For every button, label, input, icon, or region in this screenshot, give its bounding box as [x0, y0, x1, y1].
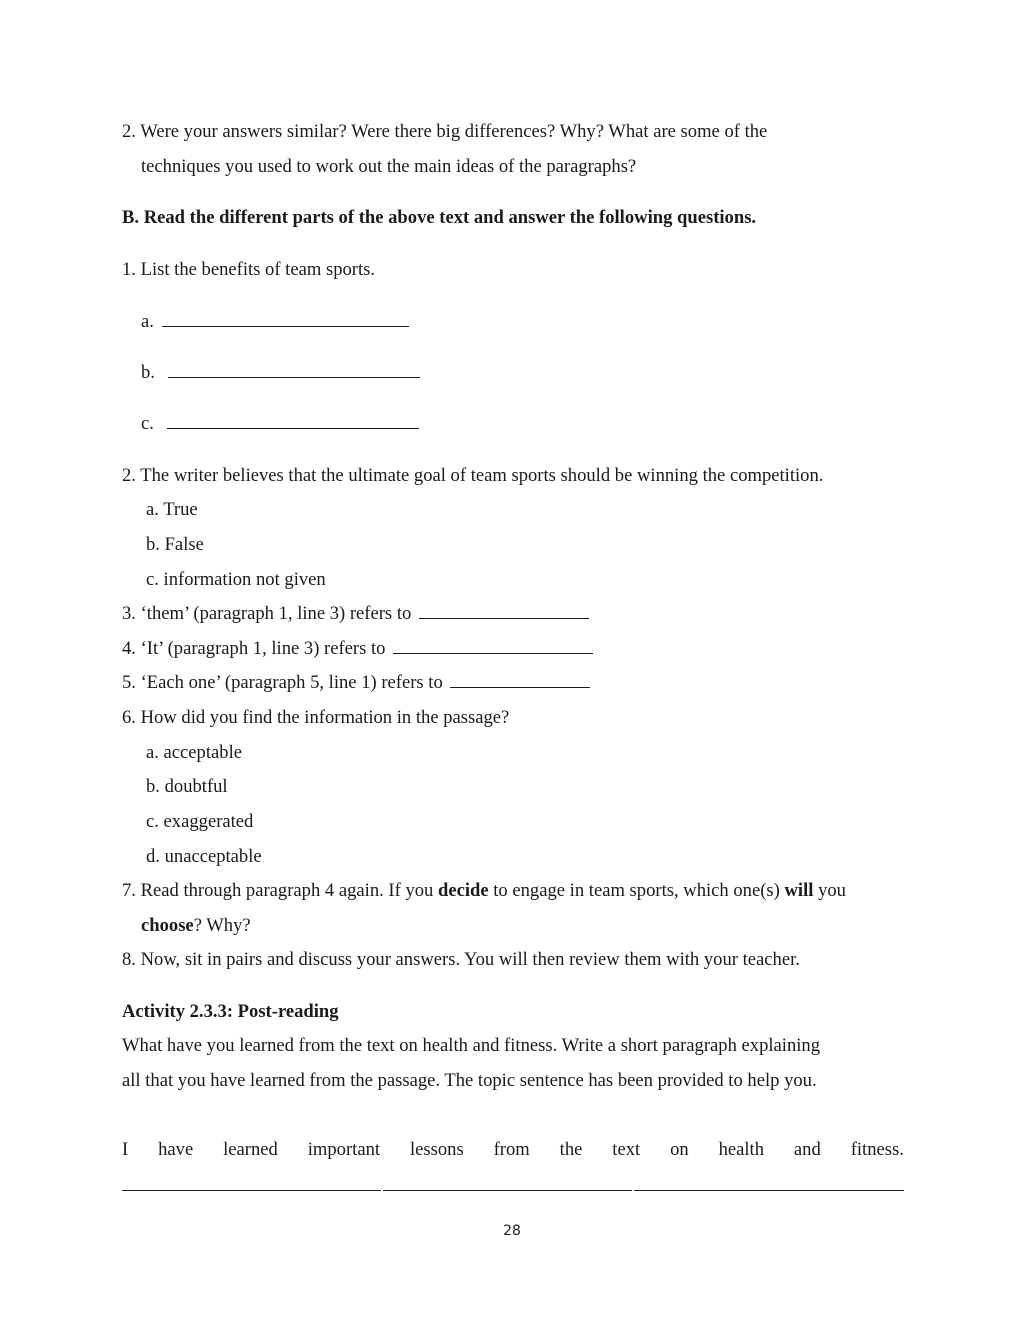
activity-instruction-line-2: all that you have learned from the passage. The topic sentence has been provided to help you. [122, 1070, 817, 1091]
writing-line-segment-3[interactable] [634, 1190, 904, 1191]
b-question-7-line-2 [141, 915, 251, 937]
topic-sentence [122, 1139, 904, 1161]
topic-word: I [122, 1139, 129, 1160]
topic-word: lessons [409, 1139, 464, 1160]
page-number: 28 [503, 1223, 521, 1239]
question-2-line-1: 2. Were your answers similar? Were there big differences? Why? What are some of the [122, 121, 768, 142]
section-b-heading: B. Read the different parts of the above text and answer the following questions. [122, 207, 757, 228]
benefit-answer-b [141, 362, 420, 384]
q6-option-b[interactable]: b. doubtful [146, 776, 228, 797]
topic-word: important [307, 1139, 381, 1160]
q6-option-c[interactable]: c. exaggerated [146, 811, 254, 832]
benefit-blank-b[interactable] [168, 362, 420, 378]
q7-text-part-2: to engage in team sports, which one(s) [488, 880, 785, 901]
q7-bold-choose: choose [141, 915, 194, 936]
q2-option-b[interactable]: b. False [146, 534, 204, 555]
topic-word: from [493, 1139, 530, 1160]
topic-word: the [559, 1139, 583, 1160]
b-question-1: 1. List the benefits of team sports. [122, 259, 376, 280]
q6-option-a[interactable]: a. acceptable [146, 742, 242, 763]
q2-option-a[interactable]: a. True [146, 499, 198, 520]
topic-word: on [670, 1139, 689, 1160]
q7-bold-decide: decide [438, 880, 489, 901]
topic-word: learned [223, 1139, 278, 1160]
b-question-4-text: 4. ‘It’ (paragraph 1, line 3) refers to [122, 638, 386, 659]
b-question-5 [122, 672, 590, 694]
writing-line-segment-1[interactable] [122, 1190, 381, 1191]
q6-option-d[interactable]: d. unacceptable [146, 846, 262, 867]
activity-heading: Activity 2.3.3: Post-reading [122, 1001, 339, 1022]
b-question-7-line-1 [122, 880, 846, 902]
b-question-2: 2. The writer believes that the ultimate goal of team sports should be winning the competition. [122, 465, 824, 486]
question-2-line-2: techniques you used to work out the main ideas of the paragraphs? [141, 156, 637, 177]
benefit-label-c: c. [141, 413, 154, 434]
topic-word: and [793, 1139, 821, 1160]
benefit-label-b: b. [141, 362, 155, 383]
topic-word: health [718, 1139, 765, 1160]
topic-word: have [158, 1139, 194, 1160]
writing-line-segment-2[interactable] [383, 1190, 632, 1191]
b-question-5-text: 5. ‘Each one’ (paragraph 5, line 1) refers to [122, 672, 443, 693]
b-question-3-text: 3. ‘them’ (paragraph 1, line 3) refers to [122, 603, 412, 624]
b-question-3 [122, 603, 589, 625]
q3-answer-blank[interactable] [419, 603, 589, 619]
benefit-blank-a[interactable] [162, 311, 409, 327]
benefit-answer-a [141, 311, 409, 333]
q2-option-c[interactable]: c. information not given [146, 569, 326, 590]
q7-text-part-1: 7. Read through paragraph 4 again. If you [122, 880, 438, 901]
b-question-6: 6. How did you find the information in the passage? [122, 707, 510, 728]
benefit-blank-c[interactable] [167, 413, 419, 429]
benefit-answer-c [141, 413, 419, 435]
benefit-label-a: a. [141, 311, 154, 332]
q5-answer-blank[interactable] [450, 672, 590, 688]
b-question-8: 8. Now, sit in pairs and discuss your answers. You will then review them with your teacher. [122, 949, 800, 970]
q7-bold-will: will [784, 880, 814, 901]
topic-word: text [612, 1139, 641, 1160]
activity-instruction-line-1: What have you learned from the text on health and fitness. Write a short paragraph explaining [122, 1035, 821, 1056]
topic-word: fitness. [850, 1139, 904, 1160]
q7-text-part-4: ? Why? [193, 915, 251, 936]
q7-text-part-3: you [813, 880, 846, 901]
b-question-4 [122, 638, 593, 660]
q4-answer-blank[interactable] [393, 638, 593, 654]
